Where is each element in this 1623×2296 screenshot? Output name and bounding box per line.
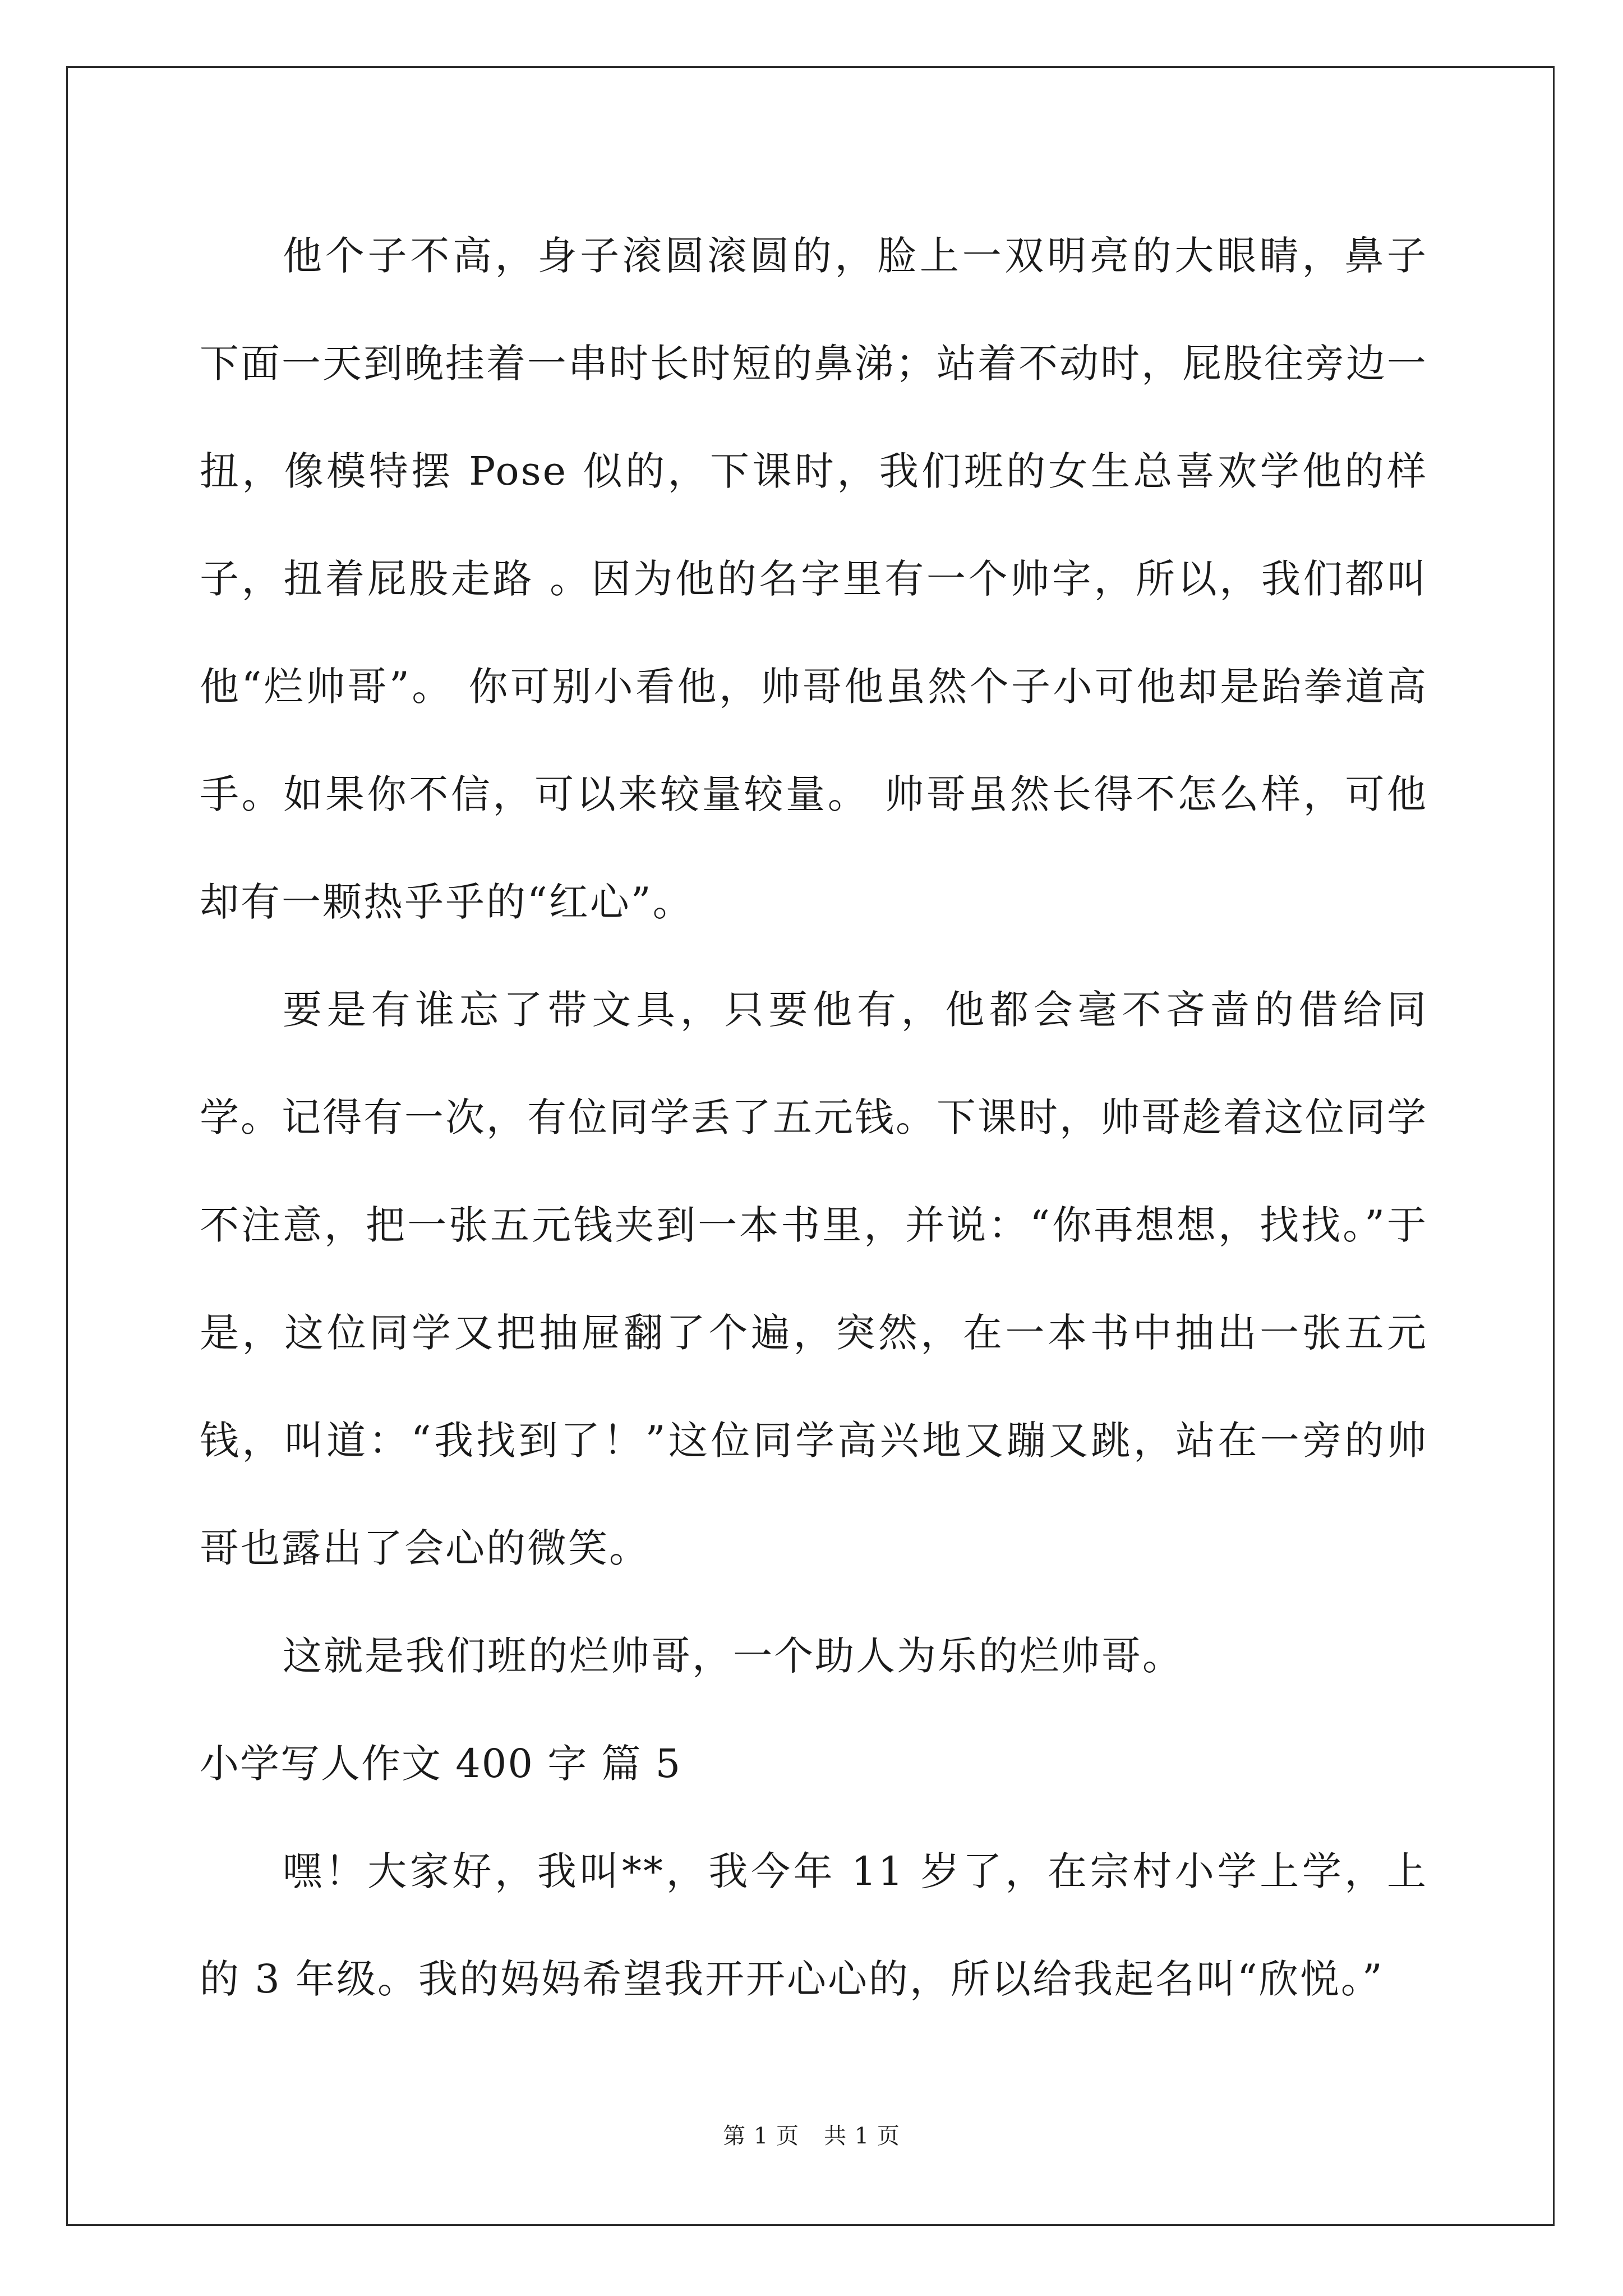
page-number: 第 1 页 [723,2123,799,2149]
document-body [200,202,1428,2033]
page-total: 共 1 页 [824,2123,900,2149]
paragraph: 这就是我们班的烂帅哥，一个助人为乐的烂帅哥。 [283,1633,1183,1679]
section-heading: 小学写人作文 400 字 篇 5 [200,1741,682,1787]
paragraph: 他个子不高，身子滚圆滚圆的，脸上一双明亮的大眼睛，鼻子下面一天到晚挂着一串时长时短的鼻涕；站着不动时，屁股往旁边一扭，像模特摆 Pose 似的，下课时，我们班的女生总喜欢学他的样子，扭着屁股走路 。因为他的名字里有一个帅字，所以，我们都叫他“烂帅哥”。 你可别小看他，帅哥他虽然个子小可他却是跆拳道高手。如果你不信，可以来较量较量。 帅哥虽然长得不怎么样，可他却有一颗热乎乎的“红心”。 [200,233,1428,925]
page-footer [0,2119,1623,2153]
paragraph: 要是有谁忘了带文具，只要他有，他都会毫不吝啬的借给同学。记得有一次，有位同学丢了五元钱。下课时，帅哥趁着这位同学不注意，把一张五元钱夹到一本书里，并说：“你再想想，找找。”于是，这位同学又把抽屉翻了个遍，突然，在一本书中抽出一张五元钱，叫道：“我找到了！”这位同学高兴地又蹦又跳，站在一旁的帅哥也露出了会心的微笑。 [200,987,1428,1571]
paragraph: 嘿！大家好，我叫**，我今年 11 岁了，在宗村小学上学，上的 3 年级。我的妈妈希望我开开心心的，所以给我起名叫“欣悦。” [200,1848,1428,2002]
